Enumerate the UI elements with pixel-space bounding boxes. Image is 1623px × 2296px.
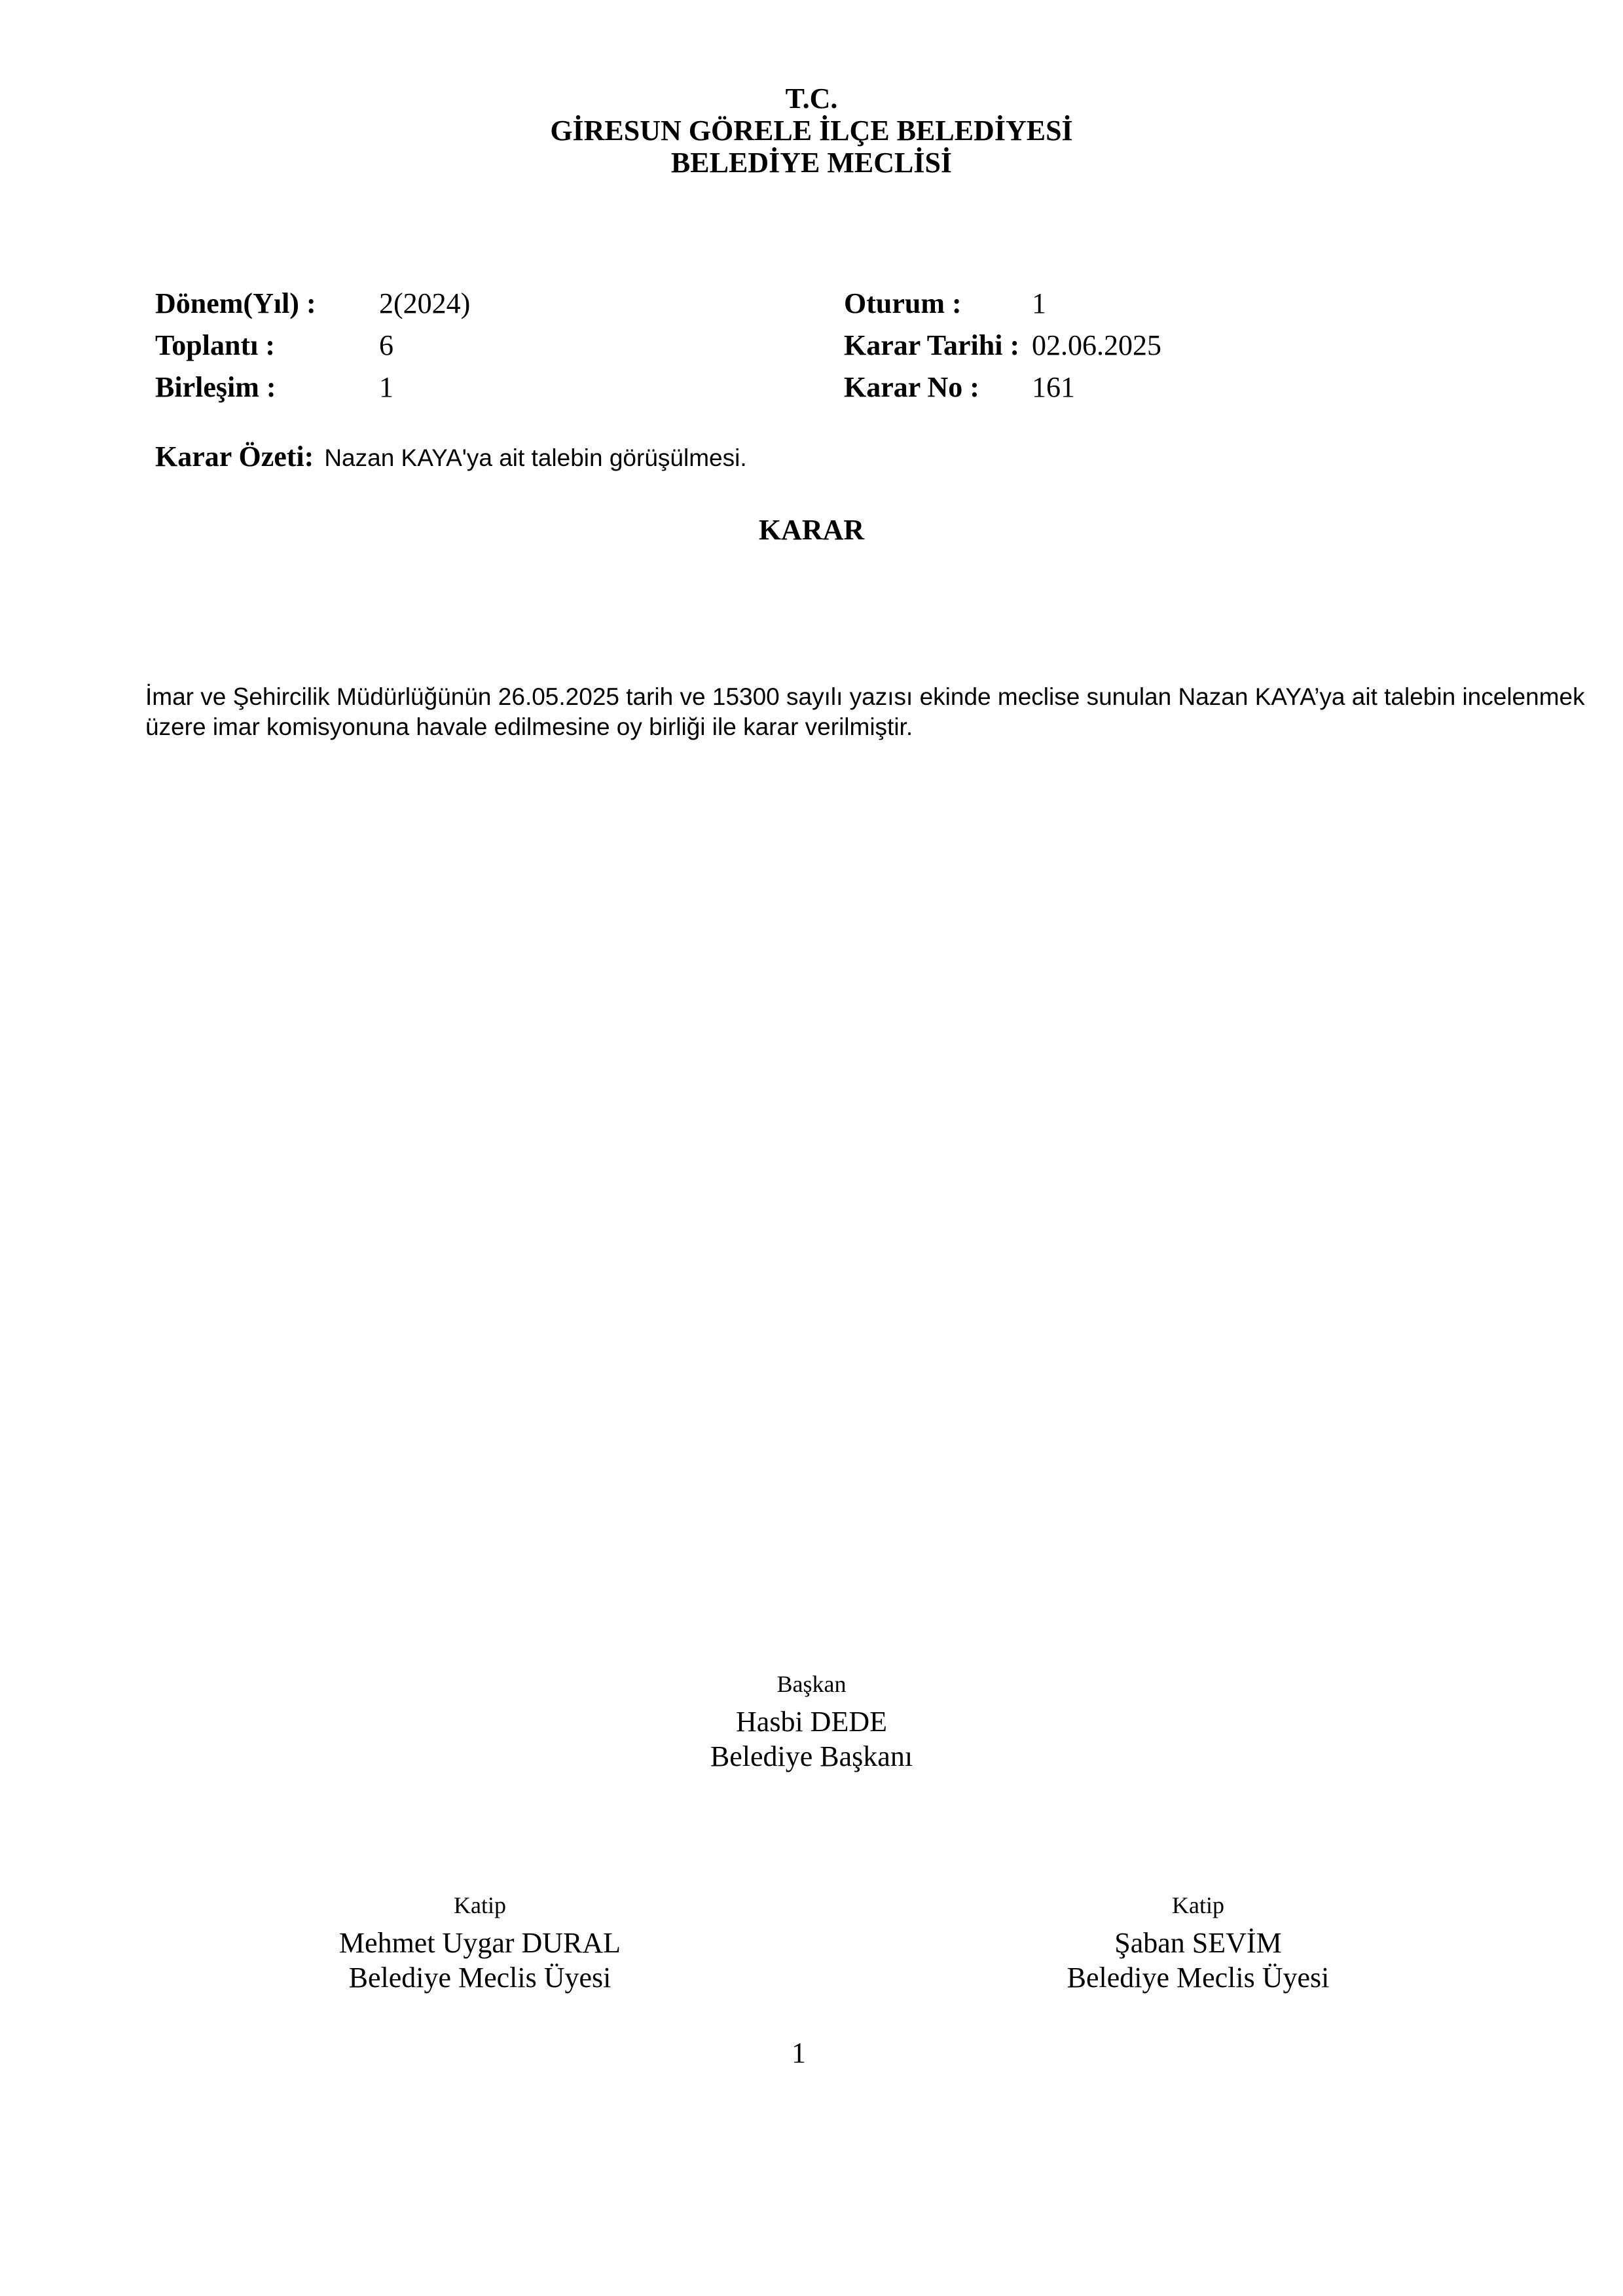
meta-row-donem xyxy=(155,283,470,325)
decision-summary xyxy=(155,440,747,474)
meta-column-left xyxy=(155,283,470,408)
signature-clerk-left-role: Katip xyxy=(454,1892,506,1918)
signature-clerk-right xyxy=(967,1890,1429,1995)
meta-label-karar-tarihi: Karar Tarihi : xyxy=(844,329,1020,361)
signature-clerk-right-title: Belediye Meclis Üyesi xyxy=(1067,1962,1330,1994)
meta-value-karar-tarihi: 02.06.2025 xyxy=(1032,329,1161,361)
signature-clerk-right-role: Katip xyxy=(1172,1892,1224,1918)
decision-summary-label: Karar Özeti: xyxy=(155,440,314,473)
meta-label-birlesim: Birleşim : xyxy=(155,371,276,403)
meta-value-karar-no: 161 xyxy=(1032,371,1075,403)
meta-row-toplanti xyxy=(155,325,470,367)
meta-row-karar-no xyxy=(844,367,1161,408)
letterhead-municipality: GİRESUN GÖRELE İLÇE BELEDİYESİ xyxy=(550,115,1073,147)
letterhead-country: T.C. xyxy=(785,82,838,115)
meta-row-oturum xyxy=(844,283,1161,325)
decision-summary-text: Nazan KAYA'ya ait talebin görüşülmesi. xyxy=(324,444,747,471)
meta-value-oturum: 1 xyxy=(1032,287,1046,319)
signature-clerk-left xyxy=(249,1890,711,1995)
signature-president-title: Belediye Başkanı xyxy=(710,1740,913,1772)
meta-row-birlesim xyxy=(155,367,470,408)
signature-president xyxy=(0,1669,1623,1774)
signature-clerk-right-name: Şaban SEVİM xyxy=(1114,1927,1282,1959)
meta-label-oturum: Oturum : xyxy=(844,287,962,319)
meta-label-karar-no: Karar No : xyxy=(844,371,979,403)
decision-heading: KARAR xyxy=(758,514,865,546)
meta-column-right xyxy=(844,283,1161,408)
signature-clerk-left-title: Belediye Meclis Üyesi xyxy=(348,1962,611,1994)
meta-label-donem: Dönem(Yıl) : xyxy=(155,287,316,319)
meta-row-karar-tarihi xyxy=(844,325,1161,367)
decision-body-paragraph: İmar ve Şehircilik Müdürlüğünün 26.05.2025 tarih ve 15300 sayılı yazısı ekinde meclise sunulan Nazan KAYA’ya ait talebin incelenmek üzere imar komisyonuna havale edilmesine oy birliği ile karar verilmiştir. xyxy=(145,683,1585,740)
meta-value-toplanti: 6 xyxy=(379,329,393,361)
letterhead-council: BELEDİYE MECLİSİ xyxy=(670,147,953,179)
meta-label-toplanti: Toplantı : xyxy=(155,329,276,361)
letterhead xyxy=(0,82,1623,179)
signature-president-name: Hasbi DEDE xyxy=(736,1706,887,1738)
meta-value-donem: 2(2024) xyxy=(379,287,471,319)
signature-clerk-left-name: Mehmet Uygar DURAL xyxy=(338,1927,621,1959)
meta-value-birlesim: 1 xyxy=(379,371,393,403)
page-number: 1 xyxy=(792,2037,806,2069)
signature-president-role: Başkan xyxy=(776,1671,847,1697)
